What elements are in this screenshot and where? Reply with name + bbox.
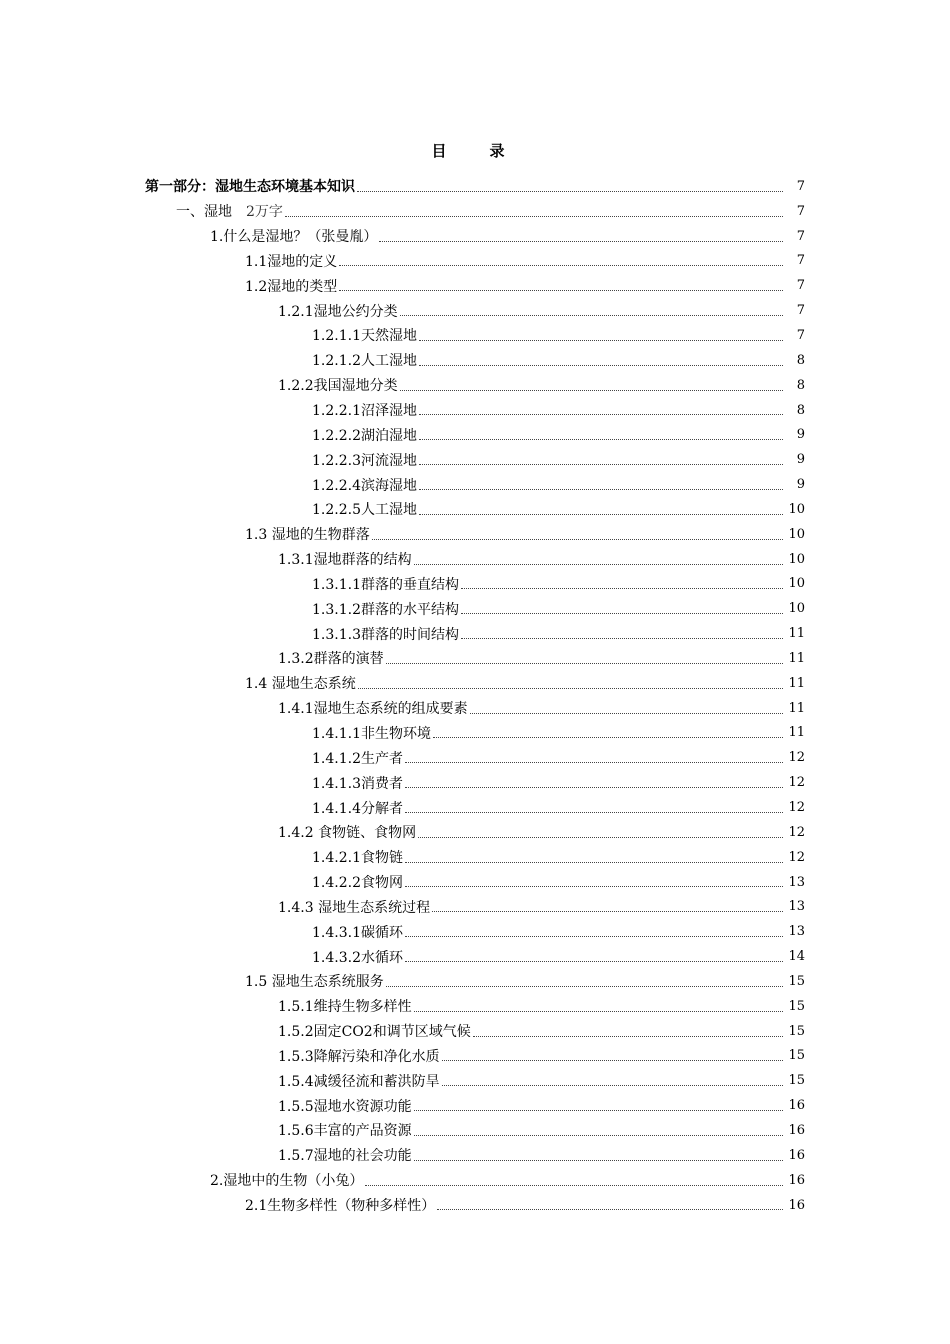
toc-entry-text: 一、湿地 bbox=[176, 204, 232, 221]
toc-entry-text: 1.5.1维持生物多样性 bbox=[278, 999, 412, 1016]
toc-entry-text: 1.2.2.4滨海湿地 bbox=[312, 477, 417, 494]
toc-entry-page-number: 13 bbox=[788, 924, 805, 940]
toc-entry-page-number: 15 bbox=[788, 1073, 805, 1089]
toc-entry-text: 第一部分：湿地生态环境基本知识 bbox=[145, 179, 355, 196]
toc-entry-page-number: 15 bbox=[788, 1048, 805, 1064]
dot-leader bbox=[442, 1084, 783, 1086]
toc-entry-page-number: 8 bbox=[796, 402, 805, 418]
dot-leader bbox=[358, 687, 783, 689]
toc-entry[interactable] bbox=[0, 199, 805, 224]
dot-leader bbox=[419, 364, 783, 366]
toc-entry-page-number: 7 bbox=[796, 203, 805, 219]
toc-entry[interactable] bbox=[0, 696, 805, 721]
toc-entry-text: 1.4.1湿地生态系统的组成要素 bbox=[278, 701, 468, 718]
toc-entry[interactable] bbox=[0, 1118, 805, 1143]
dot-leader bbox=[419, 438, 783, 440]
toc-entry-text: 1.4.3.1碳循环 bbox=[312, 924, 403, 941]
toc-entry[interactable] bbox=[0, 447, 805, 472]
toc-entry-text: 1.4.2 食物链、食物网 bbox=[278, 825, 417, 842]
dot-leader bbox=[432, 910, 783, 912]
dot-leader bbox=[379, 240, 783, 242]
dot-leader bbox=[419, 513, 783, 515]
toc-entry-page-number: 14 bbox=[788, 949, 805, 965]
toc-entry[interactable] bbox=[0, 745, 805, 770]
toc-entry-page-number: 11 bbox=[788, 700, 805, 716]
toc-entry-page-number: 9 bbox=[796, 427, 805, 443]
dot-leader bbox=[372, 538, 783, 540]
dot-leader bbox=[400, 314, 783, 316]
toc-entry-text: 1.2.2.1沼泽湿地 bbox=[312, 403, 417, 420]
toc-entry-page-number: 10 bbox=[788, 501, 805, 517]
toc-entry-text: 1.4.1.2生产者 bbox=[312, 750, 403, 767]
toc-entry-page-number: 8 bbox=[796, 377, 805, 393]
toc-entry-text: 1.3.2群落的演替 bbox=[278, 651, 384, 668]
toc-entry[interactable] bbox=[0, 472, 805, 497]
toc-entry-page-number: 16 bbox=[788, 1147, 805, 1163]
dot-leader bbox=[461, 612, 783, 614]
toc-entry[interactable] bbox=[0, 820, 805, 845]
dot-leader bbox=[365, 1184, 783, 1186]
toc-entry[interactable] bbox=[0, 969, 805, 994]
toc-entry[interactable] bbox=[0, 1019, 805, 1044]
toc-entry-text: 1.4.1.3消费者 bbox=[312, 775, 403, 792]
toc-entry-text: 1.2.1.1天然湿地 bbox=[312, 328, 417, 345]
dot-leader bbox=[405, 811, 783, 813]
toc-entry[interactable] bbox=[0, 398, 805, 423]
toc-entry-text: 1.5.5湿地水资源功能 bbox=[278, 1098, 412, 1115]
dot-leader bbox=[386, 662, 783, 664]
toc-entry[interactable] bbox=[0, 944, 805, 969]
toc-entry[interactable] bbox=[0, 596, 805, 621]
toc-entry-text: 1.5.3降解污染和净化水质 bbox=[278, 1048, 440, 1065]
toc-entry-page-number: 15 bbox=[788, 998, 805, 1014]
toc-entry-page-number: 11 bbox=[788, 725, 805, 741]
toc-entry-text: 1.4 湿地生态系统 bbox=[245, 676, 356, 693]
toc-entry[interactable] bbox=[0, 249, 805, 274]
dot-leader bbox=[442, 1059, 783, 1061]
toc-entry-text: 1.3.1湿地群落的结构 bbox=[278, 552, 412, 569]
dot-leader bbox=[414, 563, 783, 565]
toc-entry-text: 1.3 湿地的生物群落 bbox=[245, 527, 370, 544]
toc-entry[interactable] bbox=[0, 522, 805, 547]
toc-entry-page-number: 13 bbox=[788, 899, 805, 915]
toc-entry-page-number: 11 bbox=[788, 626, 805, 642]
dot-leader bbox=[470, 712, 783, 714]
toc-entry-text: 1.4.1.4分解者 bbox=[312, 800, 403, 817]
toc-entry-text: 1.5.7湿地的社会功能 bbox=[278, 1148, 412, 1165]
toc-entry-text: 1.4.1.1非生物环境 bbox=[312, 725, 431, 742]
dot-leader bbox=[405, 935, 783, 937]
toc-entry-page-number: 7 bbox=[796, 253, 805, 269]
toc-entry[interactable] bbox=[0, 1168, 805, 1193]
toc-entry[interactable] bbox=[0, 1068, 805, 1093]
toc-entry[interactable] bbox=[0, 770, 805, 795]
dot-leader bbox=[437, 1208, 783, 1210]
toc-entry-text: 1.3.1.2群落的水平结构 bbox=[312, 601, 459, 618]
toc-entry-page-number: 13 bbox=[788, 874, 805, 890]
dot-leader bbox=[461, 637, 783, 639]
dot-leader bbox=[414, 1159, 783, 1161]
dot-leader bbox=[405, 960, 783, 962]
toc-entry-page-number: 16 bbox=[788, 1197, 805, 1213]
dot-leader bbox=[461, 587, 783, 589]
toc-entry[interactable] bbox=[0, 795, 805, 820]
toc-entry-note: 2万字 bbox=[246, 204, 283, 221]
toc-entry[interactable] bbox=[0, 323, 805, 348]
toc-entry-text: 1.5.4减缓径流和蓄洪防旱 bbox=[278, 1073, 440, 1090]
toc-entry-text: 1.4.3.2水循环 bbox=[312, 949, 403, 966]
toc-entry-text: 1.1湿地的定义 bbox=[245, 253, 338, 270]
toc-entry-text: 1.4.2.1食物链 bbox=[312, 850, 403, 867]
toc-entry[interactable] bbox=[0, 994, 805, 1019]
toc-entry[interactable] bbox=[0, 1143, 805, 1168]
toc-entry-page-number: 9 bbox=[796, 477, 805, 493]
dot-leader bbox=[414, 1134, 783, 1136]
toc-entry-text: 2.湿地中的生物（小兔） bbox=[210, 1173, 364, 1190]
toc-title: 目 录 bbox=[431, 142, 519, 160]
toc-entry-text: 1.5.2固定CO2和调节区域气候 bbox=[278, 1024, 471, 1041]
toc-entry-page-number: 10 bbox=[788, 601, 805, 617]
dot-leader bbox=[400, 389, 783, 391]
toc-entry-text: 1.4.2.2食物网 bbox=[312, 875, 403, 892]
toc-entry-text: 1.2.2我国湿地分类 bbox=[278, 378, 398, 395]
dot-leader bbox=[339, 264, 783, 266]
toc-entry-text: 1.什么是湿地？（张曼胤） bbox=[210, 229, 378, 246]
dot-leader bbox=[386, 985, 783, 987]
dot-leader bbox=[285, 215, 783, 217]
toc-entry-page-number: 12 bbox=[788, 824, 805, 840]
toc-entry[interactable] bbox=[0, 174, 805, 199]
toc-entry-page-number: 7 bbox=[796, 327, 805, 343]
toc-entry-page-number: 10 bbox=[788, 526, 805, 542]
dot-leader bbox=[433, 736, 783, 738]
toc-entry-text: 1.5 湿地生态系统服务 bbox=[245, 974, 384, 991]
toc-entry[interactable] bbox=[0, 422, 805, 447]
toc-entry[interactable] bbox=[0, 1193, 805, 1218]
dot-leader bbox=[405, 761, 783, 763]
toc-list bbox=[0, 174, 950, 1217]
dot-leader bbox=[419, 463, 783, 465]
toc-entry[interactable] bbox=[0, 845, 805, 870]
toc-entry[interactable] bbox=[0, 497, 805, 522]
toc-entry-page-number: 12 bbox=[788, 849, 805, 865]
toc-entry[interactable] bbox=[0, 1044, 805, 1069]
toc-entry-page-number: 16 bbox=[788, 1172, 805, 1188]
toc-entry[interactable] bbox=[0, 919, 805, 944]
dot-leader bbox=[405, 861, 783, 863]
toc-entry[interactable] bbox=[0, 721, 805, 746]
toc-entry-page-number: 16 bbox=[788, 1122, 805, 1138]
toc-entry-text: 1.5.6丰富的产品资源 bbox=[278, 1123, 412, 1140]
toc-entry[interactable] bbox=[0, 348, 805, 373]
toc-entry[interactable] bbox=[0, 373, 805, 398]
toc-entry-page-number: 15 bbox=[788, 973, 805, 989]
dot-leader bbox=[419, 488, 783, 490]
toc-entry[interactable] bbox=[0, 273, 805, 298]
toc-entry[interactable] bbox=[0, 547, 805, 572]
toc-entry[interactable] bbox=[0, 1093, 805, 1118]
toc-entry-page-number: 7 bbox=[796, 278, 805, 294]
toc-entry[interactable] bbox=[0, 646, 805, 671]
dot-leader bbox=[339, 289, 783, 291]
toc-entry[interactable] bbox=[0, 894, 805, 919]
toc-entry-page-number: 12 bbox=[788, 750, 805, 766]
toc-entry[interactable] bbox=[0, 870, 805, 895]
toc-entry[interactable] bbox=[0, 572, 805, 597]
toc-entry-text: 1.3.1.3群落的时间结构 bbox=[312, 626, 459, 643]
dot-leader bbox=[405, 885, 783, 887]
toc-entry-page-number: 12 bbox=[788, 775, 805, 791]
toc-entry-page-number: 15 bbox=[788, 1023, 805, 1039]
toc-entry-text: 1.2.1.2人工湿地 bbox=[312, 353, 417, 370]
toc-entry[interactable] bbox=[0, 224, 805, 249]
toc-entry[interactable] bbox=[0, 298, 805, 323]
toc-entry[interactable] bbox=[0, 671, 805, 696]
toc-entry-text: 1.2.2.2湖泊湿地 bbox=[312, 427, 417, 444]
toc-entry-page-number: 7 bbox=[796, 303, 805, 319]
toc-entry-text: 1.4.3 湿地生态系统过程 bbox=[278, 899, 431, 916]
toc-entry-page-number: 11 bbox=[788, 650, 805, 666]
toc-entry-text: 1.2.2.3河流湿地 bbox=[312, 452, 417, 469]
toc-entry-page-number: 16 bbox=[788, 1098, 805, 1114]
dot-leader bbox=[414, 1010, 783, 1012]
toc-entry-page-number: 9 bbox=[796, 452, 805, 468]
toc-entry-page-number: 12 bbox=[788, 800, 805, 816]
toc-entry[interactable] bbox=[0, 621, 805, 646]
toc-entry-page-number: 10 bbox=[788, 551, 805, 567]
dot-leader bbox=[473, 1035, 783, 1037]
dot-leader bbox=[357, 190, 783, 192]
dot-leader bbox=[419, 413, 783, 415]
dot-leader bbox=[414, 1109, 783, 1111]
toc-entry-text: 1.3.1.1群落的垂直结构 bbox=[312, 576, 459, 593]
toc-entry-page-number: 10 bbox=[788, 576, 805, 592]
toc-entry-text: 1.2.1湿地公约分类 bbox=[278, 303, 398, 320]
toc-entry-text: 2.1生物多样性（物种多样性） bbox=[245, 1198, 436, 1215]
toc-entry-page-number: 11 bbox=[788, 675, 805, 691]
toc-entry-text: 1.2.2.5人工湿地 bbox=[312, 502, 417, 519]
toc-entry-page-number: 7 bbox=[796, 178, 805, 194]
dot-leader bbox=[405, 786, 783, 788]
dot-leader bbox=[418, 836, 783, 838]
dot-leader bbox=[419, 339, 783, 341]
toc-entry-page-number: 7 bbox=[796, 228, 805, 244]
toc-entry-page-number: 8 bbox=[796, 352, 805, 368]
toc-entry-text: 1.2湿地的类型 bbox=[245, 278, 338, 295]
